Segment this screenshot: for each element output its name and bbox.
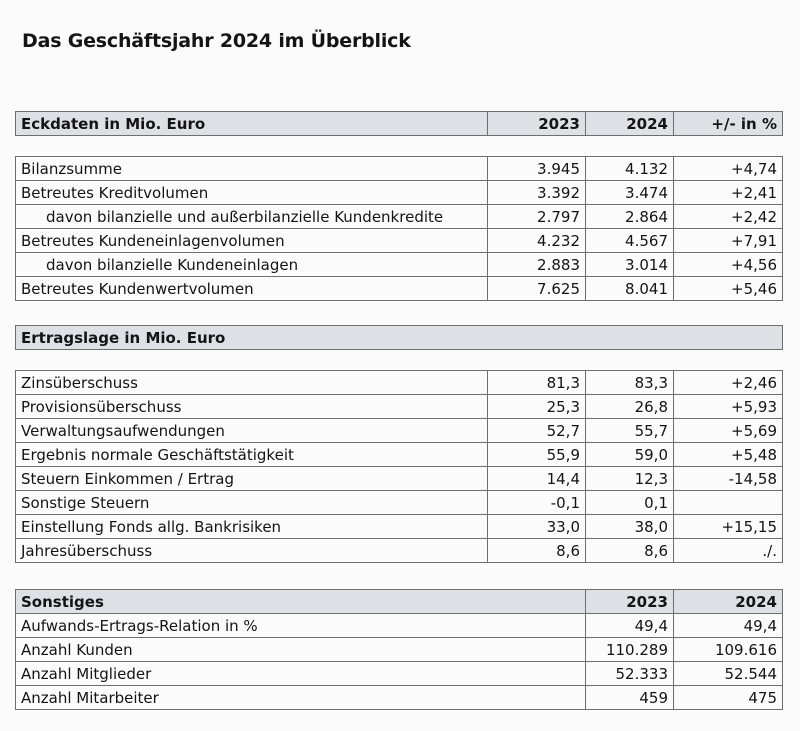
eckdaten-cell-change: +2,42 (674, 205, 783, 229)
ertragslage-cell-v2024: 12,3 (586, 467, 674, 491)
eckdaten-cell-label: Betreutes Kreditvolumen (16, 181, 488, 205)
ertragslage-cell-label: Sonstige Steuern (16, 491, 488, 515)
ertragslage-cell-label: Einstellung Fonds allg. Bankrisiken (16, 515, 488, 539)
sonstiges-row (16, 614, 783, 638)
eckdaten-cell-v2024: 2.864 (586, 205, 674, 229)
eckdaten-cell-v2024: 3.014 (586, 253, 674, 277)
sonstiges-cell-v2024: 49,4 (674, 614, 783, 638)
ertragslage-cell-v2024: 8,6 (586, 539, 674, 563)
ertragslage-cell-label: Steuern Einkommen / Ertrag (16, 467, 488, 491)
eckdaten-cell-change: +4,74 (674, 157, 783, 181)
eckdaten-cell-v2024: 8.041 (586, 277, 674, 301)
sonstiges-cell-label: Aufwands-Ertrags-Relation in % (16, 614, 586, 638)
ertragslage-cell-v2024: 0,1 (586, 491, 674, 515)
sonstiges-cell-v2023: 110.289 (586, 638, 674, 662)
ertragslage-cell-label: Zinsüberschuss (16, 371, 488, 395)
ertragslage-cell-change: +5,48 (674, 443, 783, 467)
eckdaten-cell-v2023: 2.883 (488, 253, 586, 277)
ertragslage-cell-change: -14,58 (674, 467, 783, 491)
ertragslage-cell-label: Provisionsüberschuss (16, 395, 488, 419)
ertragslage-cell-v2024: 83,3 (586, 371, 674, 395)
eckdaten-cell-v2023: 3.392 (488, 181, 586, 205)
ertragslage-cell-change: +5,93 (674, 395, 783, 419)
eckdaten-header-2023: 2023 (488, 112, 586, 136)
ertragslage-header-row (16, 326, 783, 350)
eckdaten-header-label: Eckdaten in Mio. Euro (16, 112, 488, 136)
eckdaten-cell-v2024: 3.474 (586, 181, 674, 205)
sonstiges-cell-v2023: 459 (586, 686, 674, 710)
eckdaten-cell-v2023: 4.232 (488, 229, 586, 253)
ertragslage-cell-v2023: 52,7 (488, 419, 586, 443)
eckdaten-cell-label: Bilanzsumme (16, 157, 488, 181)
ertragslage-cell-v2023: -0,1 (488, 491, 586, 515)
eckdaten-cell-label: Betreutes Kundenwertvolumen (16, 277, 488, 301)
sonstiges-table (15, 589, 783, 710)
eckdaten-cell-change: +4,56 (674, 253, 783, 277)
ertragslage-cell-v2023: 8,6 (488, 539, 586, 563)
ertragslage-row (16, 539, 783, 563)
ertragslage-cell-v2023: 55,9 (488, 443, 586, 467)
sonstiges-cell-v2023: 52.333 (586, 662, 674, 686)
ertragslage-cell-v2024: 26,8 (586, 395, 674, 419)
ertragslage-cell-v2023: 81,3 (488, 371, 586, 395)
ertragslage-cell-v2024: 59,0 (586, 443, 674, 467)
eckdaten-cell-v2024: 4.132 (586, 157, 674, 181)
eckdaten-row (16, 229, 783, 253)
ertragslage-cell-v2024: 38,0 (586, 515, 674, 539)
ertragslage-cell-v2024: 55,7 (586, 419, 674, 443)
ertragslage-row (16, 467, 783, 491)
ertragslage-row (16, 443, 783, 467)
eckdaten-row (16, 277, 783, 301)
eckdaten-row (16, 205, 783, 229)
eckdaten-cell-v2024: 4.567 (586, 229, 674, 253)
eckdaten-header-row (16, 112, 783, 136)
sonstiges-cell-label: Anzahl Mitglieder (16, 662, 586, 686)
ertragslage-header-label: Ertragslage in Mio. Euro (16, 326, 783, 350)
eckdaten-cell-change: +5,46 (674, 277, 783, 301)
sonstiges-cell-label: Anzahl Mitarbeiter (16, 686, 586, 710)
ertragslage-table (15, 325, 783, 563)
ertragslage-cell-v2023: 14,4 (488, 467, 586, 491)
sonstiges-cell-label: Anzahl Kunden (16, 638, 586, 662)
eckdaten-cell-label: davon bilanzielle und außerbilanzielle Kundenkredite (16, 205, 488, 229)
ertragslage-cell-v2023: 33,0 (488, 515, 586, 539)
sonstiges-header-label: Sonstiges (16, 590, 586, 614)
ertragslage-cell-change: +5,69 (674, 419, 783, 443)
sonstiges-cell-v2024: 52.544 (674, 662, 783, 686)
eckdaten-cell-label: davon bilanzielle Kundeneinlagen (16, 253, 488, 277)
eckdaten-header-2024: 2024 (586, 112, 674, 136)
ertragslage-row (16, 371, 783, 395)
eckdaten-cell-change: +2,41 (674, 181, 783, 205)
ertragslage-cell-change: +15,15 (674, 515, 783, 539)
ertragslage-row (16, 515, 783, 539)
sonstiges-row (16, 686, 783, 710)
eckdaten-cell-label: Betreutes Kundeneinlagenvolumen (16, 229, 488, 253)
sonstiges-row (16, 662, 783, 686)
ertragslage-cell-label: Verwaltungsaufwendungen (16, 419, 488, 443)
eckdaten-cell-v2023: 2.797 (488, 205, 586, 229)
page-title: Das Geschäftsjahr 2024 im Überblick (22, 30, 411, 52)
ertragslage-row (16, 491, 783, 515)
eckdaten-cell-v2023: 7.625 (488, 277, 586, 301)
eckdaten-cell-change: +7,91 (674, 229, 783, 253)
ertragslage-row (16, 395, 783, 419)
ertragslage-cell-label: Jahresüberschuss (16, 539, 488, 563)
sonstiges-header-2024: 2024 (674, 590, 783, 614)
eckdaten-table (15, 111, 783, 301)
sonstiges-cell-v2024: 109.616 (674, 638, 783, 662)
ertragslage-row (16, 419, 783, 443)
eckdaten-row (16, 157, 783, 181)
ertragslage-cell-v2023: 25,3 (488, 395, 586, 419)
ertragslage-cell-change: +2,46 (674, 371, 783, 395)
eckdaten-row (16, 181, 783, 205)
ertragslage-cell-change (674, 491, 783, 515)
sonstiges-header-row (16, 590, 783, 614)
eckdaten-cell-v2023: 3.945 (488, 157, 586, 181)
eckdaten-header-change: +/- in % (674, 112, 783, 136)
sonstiges-cell-v2024: 475 (674, 686, 783, 710)
sonstiges-row (16, 638, 783, 662)
ertragslage-cell-change: ./. (674, 539, 783, 563)
sonstiges-header-2023: 2023 (586, 590, 674, 614)
ertragslage-cell-label: Ergebnis normale Geschäftstätigkeit (16, 443, 488, 467)
eckdaten-row (16, 253, 783, 277)
sonstiges-cell-v2023: 49,4 (586, 614, 674, 638)
